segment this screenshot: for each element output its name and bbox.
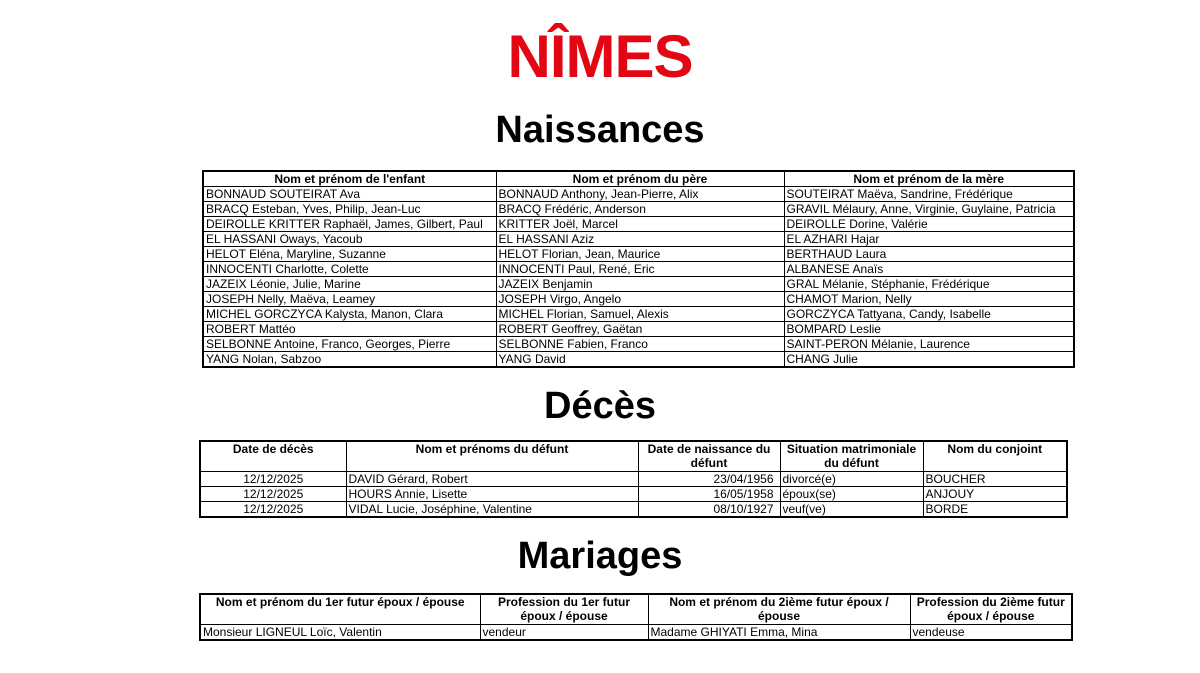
cell-situation: divorcé(e) bbox=[780, 472, 923, 487]
column-header-situation: Situation matrimoniale du défunt bbox=[780, 441, 923, 472]
cell-enfant: ROBERT Mattéo bbox=[203, 322, 496, 337]
naissances-title: Naissances bbox=[495, 109, 705, 151]
cell-mere: EL AZHARI Hajar bbox=[784, 232, 1074, 247]
table-row bbox=[200, 472, 1067, 487]
cell-situation: veuf(ve) bbox=[780, 502, 923, 518]
column-header-pere: Nom et prénom du père bbox=[496, 171, 784, 187]
cell-mere: GRAVIL Mélaury, Anne, Virginie, Guylaine, Patricia bbox=[784, 202, 1074, 217]
cell-situation: époux(se) bbox=[780, 487, 923, 502]
cell-epoux1-nom: Monsieur LIGNEUL Loïc, Valentin bbox=[200, 625, 480, 641]
cell-enfant: INNOCENTI Charlotte, Colette bbox=[203, 262, 496, 277]
table-row bbox=[203, 232, 1074, 247]
table-row bbox=[203, 217, 1074, 232]
cell-nom-defunt: VIDAL Lucie, Joséphine, Valentine bbox=[346, 502, 638, 518]
cell-enfant: HELOT Eléna, Maryline, Suzanne bbox=[203, 247, 496, 262]
cell-mere: GRAL Mélanie, Stéphanie, Frédérique bbox=[784, 277, 1074, 292]
cell-enfant: DEIROLLE KRITTER Raphaël, James, Gilbert, Paul bbox=[203, 217, 496, 232]
cell-pere: BONNAUD Anthony, Jean-Pierre, Alix bbox=[496, 187, 784, 202]
city-title: NÎMES bbox=[507, 23, 693, 90]
cell-pere: SELBONNE Fabien, Franco bbox=[496, 337, 784, 352]
cell-enfant: EL HASSANI Oways, Yacoub bbox=[203, 232, 496, 247]
cell-mere: CHAMOT Marion, Nelly bbox=[784, 292, 1074, 307]
table-row bbox=[203, 337, 1074, 352]
cell-epoux2-nom: Madame GHIYATI Emma, Mina bbox=[648, 625, 910, 641]
table-header-row bbox=[200, 441, 1067, 472]
table-row bbox=[200, 625, 1072, 641]
cell-mere: ALBANESE Anaïs bbox=[784, 262, 1074, 277]
cell-date-deces: 12/12/2025 bbox=[200, 502, 346, 518]
column-header-epoux1-profession: Profession du 1er futur époux / épouse bbox=[480, 594, 648, 625]
cell-pere: HELOT Florian, Jean, Maurice bbox=[496, 247, 784, 262]
column-header-epoux1-nom: Nom et prénom du 1er futur époux / épouse bbox=[200, 594, 480, 625]
cell-enfant: BRACQ Esteban, Yves, Philip, Jean-Luc bbox=[203, 202, 496, 217]
mariages-title: Mariages bbox=[517, 535, 683, 577]
deces-title: Décès bbox=[544, 385, 656, 427]
cell-nom-defunt: DAVID Gérard, Robert bbox=[346, 472, 638, 487]
cell-mere: SOUTEIRAT Maëva, Sandrine, Frédérique bbox=[784, 187, 1074, 202]
column-header-mere: Nom et prénom de la mère bbox=[784, 171, 1074, 187]
cell-pere: INNOCENTI Paul, René, Eric bbox=[496, 262, 784, 277]
cell-epoux2-profession: vendeuse bbox=[910, 625, 1072, 641]
table-row bbox=[203, 262, 1074, 277]
table-row bbox=[203, 307, 1074, 322]
column-header-epoux2-profession: Profession du 2ième futur époux / épouse bbox=[910, 594, 1072, 625]
cell-mere: CHANG Julie bbox=[784, 352, 1074, 368]
cell-enfant: YANG Nolan, Sabzoo bbox=[203, 352, 496, 368]
column-header-nom-defunt: Nom et prénoms du défunt bbox=[346, 441, 638, 472]
table-header-row bbox=[203, 171, 1074, 187]
table-row bbox=[203, 247, 1074, 262]
cell-date-deces: 12/12/2025 bbox=[200, 472, 346, 487]
cell-pere: JAZEIX Benjamin bbox=[496, 277, 784, 292]
cell-mere: SAINT-PERON Mélanie, Laurence bbox=[784, 337, 1074, 352]
table-row bbox=[200, 487, 1067, 502]
cell-epoux1-profession: vendeur bbox=[480, 625, 648, 641]
column-header-date-naissance: Date de naissance du défunt bbox=[638, 441, 780, 472]
column-header-date-deces: Date de décès bbox=[200, 441, 346, 472]
cell-mere: GORCZYCA Tattyana, Candy, Isabelle bbox=[784, 307, 1074, 322]
table-row bbox=[203, 352, 1074, 368]
table-header-row bbox=[200, 594, 1072, 625]
cell-conjoint: BOUCHER bbox=[923, 472, 1067, 487]
cell-mere: DEIROLLE Dorine, Valérie bbox=[784, 217, 1074, 232]
cell-pere: EL HASSANI Aziz bbox=[496, 232, 784, 247]
table-row bbox=[203, 292, 1074, 307]
deces-table bbox=[199, 440, 1068, 518]
cell-enfant: JAZEIX Léonie, Julie, Marine bbox=[203, 277, 496, 292]
cell-pere: YANG David bbox=[496, 352, 784, 368]
cell-conjoint: ANJOUY bbox=[923, 487, 1067, 502]
column-header-enfant: Nom et prénom de l'enfant bbox=[203, 171, 496, 187]
cell-pere: MICHEL Florian, Samuel, Alexis bbox=[496, 307, 784, 322]
column-header-conjoint: Nom du conjoint bbox=[923, 441, 1067, 472]
cell-enfant: BONNAUD SOUTEIRAT Ava bbox=[203, 187, 496, 202]
cell-enfant: SELBONNE Antoine, Franco, Georges, Pierre bbox=[203, 337, 496, 352]
mariages-table bbox=[199, 593, 1073, 641]
cell-pere: JOSEPH Virgo, Angelo bbox=[496, 292, 784, 307]
cell-enfant: JOSEPH Nelly, Maëva, Leamey bbox=[203, 292, 496, 307]
table-row bbox=[200, 502, 1067, 518]
cell-pere: ROBERT Geoffrey, Gaëtan bbox=[496, 322, 784, 337]
cell-mere: BERTHAUD Laura bbox=[784, 247, 1074, 262]
table-row bbox=[203, 322, 1074, 337]
table-row bbox=[203, 202, 1074, 217]
cell-date-naissance: 08/10/1927 bbox=[638, 502, 780, 518]
cell-pere: KRITTER Joël, Marcel bbox=[496, 217, 784, 232]
cell-enfant: MICHEL GORCZYCA Kalysta, Manon, Clara bbox=[203, 307, 496, 322]
table-row bbox=[203, 277, 1074, 292]
cell-date-naissance: 16/05/1958 bbox=[638, 487, 780, 502]
cell-date-deces: 12/12/2025 bbox=[200, 487, 346, 502]
cell-pere: BRACQ Frédéric, Anderson bbox=[496, 202, 784, 217]
cell-mere: BOMPARD Leslie bbox=[784, 322, 1074, 337]
cell-conjoint: BORDE bbox=[923, 502, 1067, 518]
cell-date-naissance: 23/04/1956 bbox=[638, 472, 780, 487]
naissances-table bbox=[202, 170, 1075, 368]
table-row bbox=[203, 187, 1074, 202]
column-header-epoux2-nom: Nom et prénom du 2ième futur époux / épouse bbox=[648, 594, 910, 625]
cell-nom-defunt: HOURS Annie, Lisette bbox=[346, 487, 638, 502]
